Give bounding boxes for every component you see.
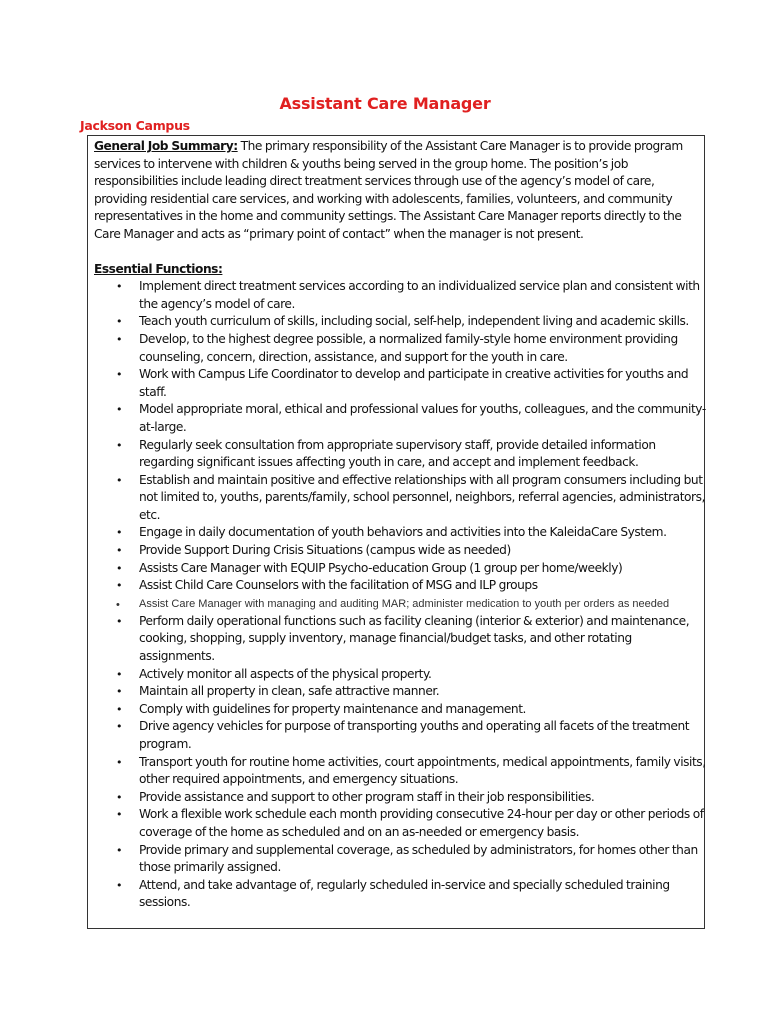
bullet-icon: • [116,702,123,716]
bullet-icon: • [116,315,123,329]
bullet-icon: • [116,368,123,382]
list-item: • Teach youth curriculum of skills, including social, self-help, independent living and academic skills. [94,313,709,331]
bullet-icon: • [116,280,123,294]
list-item: • Maintain all property in clean, safe attractive manner. [94,683,709,701]
bullet-icon: • [116,332,123,346]
bullet-icon: • [116,614,123,628]
job-summary-heading: General Job Summary: [94,139,238,153]
list-item: • Actively monitor all aspects of the physical property. [94,666,709,684]
list-item: • Model appropriate moral, ethical and professional values for youths, colleagues, and the community-at-large. [116,402,706,434]
bullet-icon: • [116,526,123,540]
list-item: • Transport youth for routine home activities, court appointments, medical appointments, family visits, other required appointments, and emergency situations. [116,754,706,787]
list-item: • Work with Campus Life Coordinator to develop and participate in creative activities for youths and staff. [116,367,689,399]
bullet-icon: • [116,561,123,575]
bullet-icon: • [116,720,123,734]
bullet-icon: • [116,878,123,892]
list-item: • Provide assistance and support to other program staff in their job responsibilities. [94,789,709,807]
list-item: • Assist Care Manager with managing and auditing MAR; administer medication to youth per orders as needed [116,597,670,611]
list-item: • Engage in daily documentation of youth behaviors and activities into the KaleidaCare System. [94,524,709,542]
bullet-icon: • [116,473,123,487]
list-item: • Regularly seek consultation from appropriate supervisory staff, provide detailed information regarding significant issues affecting youth in care, and accept and implement feedback. [116,437,656,470]
bullet-icon: • [116,808,123,822]
bullet-icon: • [116,667,123,681]
list-item: • Implement direct treatment services according to an individualized service plan and consistent with the agency’s model of care. [116,279,700,311]
campus-heading: Jackson Campus [80,118,190,133]
list-item: • Assists Care Manager with EQUIP Psycho-education Group (1 group per home/weekly) [94,560,709,578]
bullet-icon: • [116,755,123,769]
job-summary-text: The primary responsibility of the Assistant Care Manager is to provide program services to intervene with children & youths being served in the group home. The position’s job responsibilities include leading direct treatment services through use of the agency’s model of care, providing residential care services, and working with adolescents, families, volunteers, and community representatives in the home and community settings. The Assistant Care Manager reports directly to the Care Manager and acts as “primary point of contact” when the manager is not present. [94,139,683,241]
job-summary-paragraph [94,138,698,244]
essential-functions-list [94,278,704,912]
bullet-icon: • [116,685,123,699]
page-title: Assistant Care Manager [279,94,491,113]
list-item: • Assist Child Care Counselors with the facilitation of MSG and ILP groups [94,577,709,595]
list-item: • Attend, and take advantage of, regularly scheduled in-service and specially scheduled training sessions. [116,877,670,910]
list-item: • Develop, to the highest degree possible, a normalized family-style home environment providing counseling, concern, direction, assistance, and support for the youth in care. [116,331,678,364]
bullet-icon: • [116,598,120,611]
list-item: • Provide primary and supplemental coverage, as scheduled by administrators, for homes other than those primarily assigned. [116,842,698,875]
bullet-icon: • [116,403,123,417]
list-item: • Drive agency vehicles for purpose of transporting youths and operating all facets of the treatment program. [116,719,690,751]
bullet-icon: • [116,790,123,804]
list-item: • Establish and maintain positive and effective relationships with all program consumers including but not limited to, youths, parents/family, school personnel, neighbors, referral agencies, administrators, etc. [116,472,705,522]
list-item: • Work a flexible work schedule each month providing consecutive 24-hour per day or other periods of coverage of the home as scheduled and on an as-needed or emergency basis. [116,807,704,839]
bullet-icon: • [116,579,123,593]
bullet-icon: • [116,843,123,857]
bullet-icon: • [116,438,123,452]
list-item: • Comply with guidelines for property maintenance and management. [94,701,709,719]
bullet-icon: • [116,544,123,558]
list-item: • Perform daily operational functions such as facility cleaning (interior & exterior) and maintenance, cooking, shopping, supply inventory, manage financial/budget tasks, and other rotating assignments. [116,613,690,664]
job-description-box [87,135,705,929]
essential-functions-heading: Essential Functions: [94,261,223,276]
list-item: • Provide Support During Crisis Situations (campus wide as needed) [94,542,709,560]
